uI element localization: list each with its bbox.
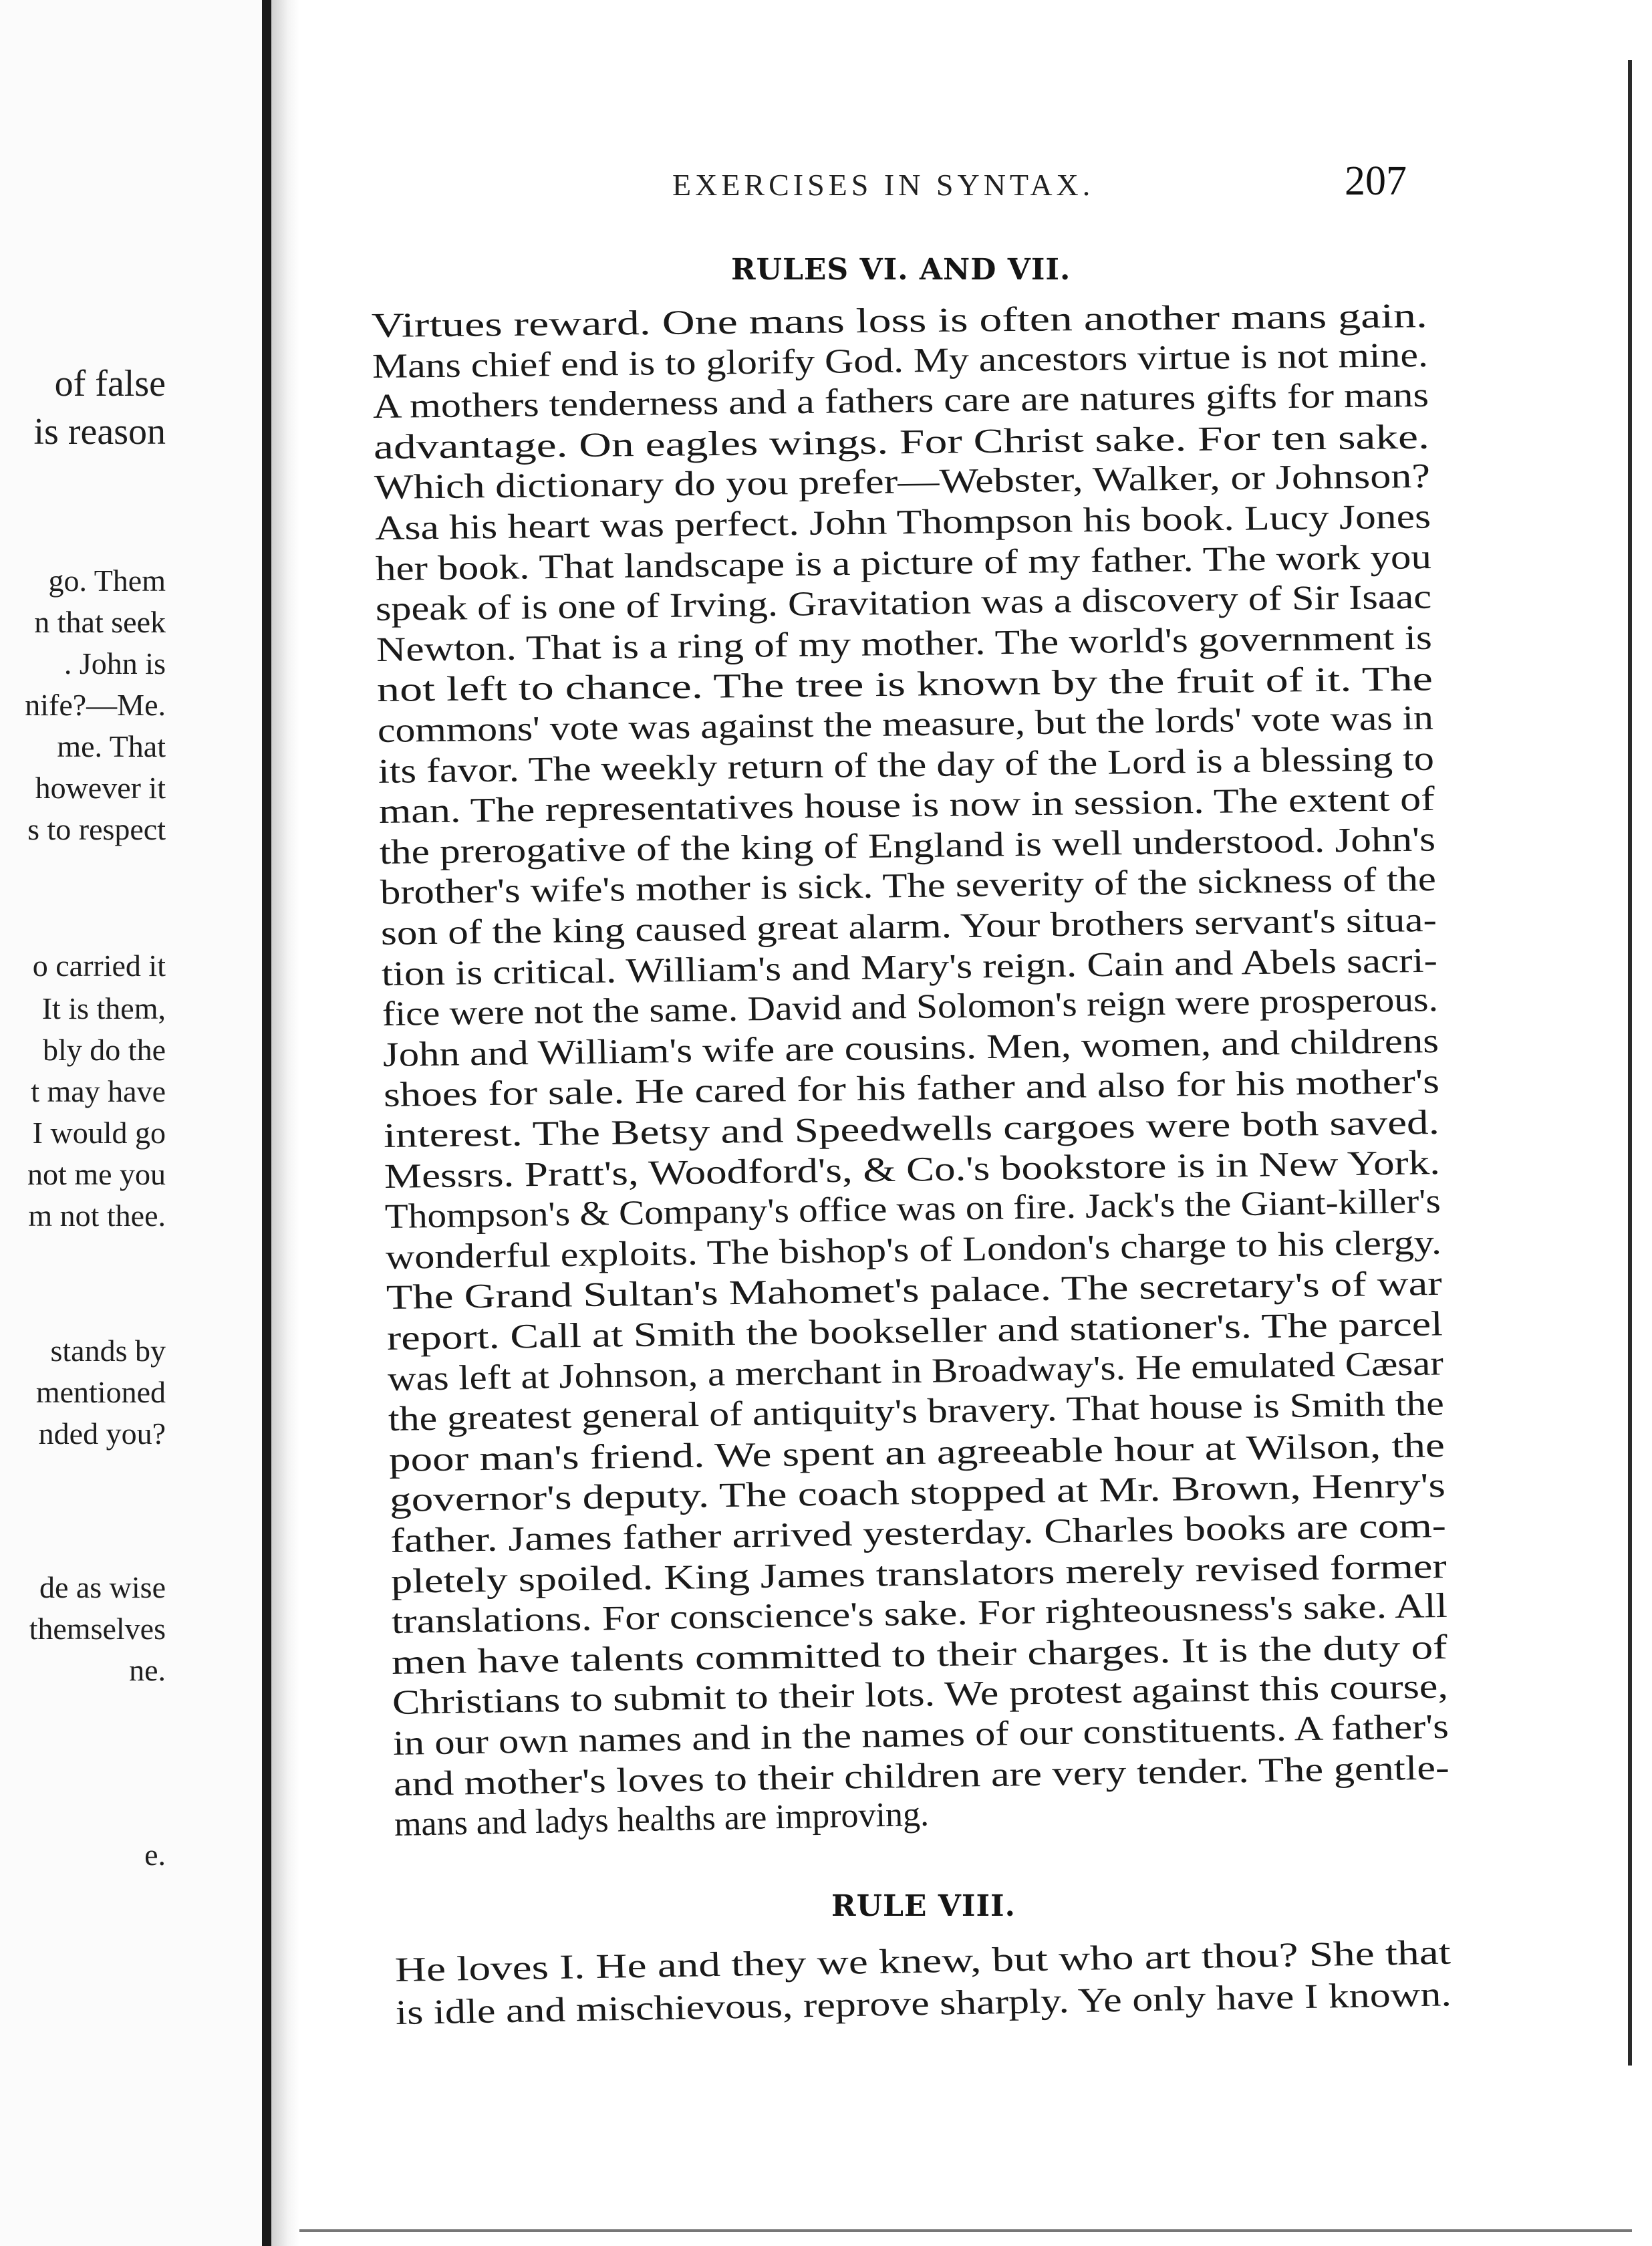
text-line: father. James father arrived yesterday. Charles books are com- (390, 1507, 1447, 1560)
left-page-fragment: n that seek (34, 605, 166, 639)
text-line: was left at Johnson, a merchant in Broadway's. He emulated Cæsar (387, 1344, 1444, 1398)
text-line: Thompson's & Company's office was on fire. Jack's the Giant-killer's (384, 1182, 1441, 1237)
left-facing-page (0, 0, 262, 2246)
text-line: tion is critical. William's and Mary's reign. Cain and Abels sacri- (381, 941, 1438, 993)
text-line: He loves I. He and they we knew, but who art thou? She that (394, 1933, 1452, 1989)
left-page-fragment: however it (35, 771, 166, 805)
left-page-fragment: mentioned (35, 1375, 166, 1409)
text-line: poor man's friend. We spent an agreeable hour at Wilson, the (388, 1426, 1446, 1479)
left-page-fragment: of false (54, 363, 166, 404)
text-line: the prerogative of the king of England is well understood. John's (379, 820, 1436, 872)
left-page-fragment: It is them, (41, 991, 166, 1025)
text-line: Messrs. Pratt's, Woodford's, & Co.'s bookstore is in New York. (384, 1143, 1441, 1196)
text-line: not left to chance. The tree is known by the fruit of it. The (376, 660, 1433, 710)
text-line: John and William's wife are cousins. Men, women, and childrens (382, 1021, 1439, 1074)
text-line: Mans chief end is to glorify God. My ancestors virtue is not mine. (372, 336, 1429, 386)
left-page-fragment: de as wise (39, 1570, 166, 1604)
text-line: its favor. The weekly return of the day of the Lord is a blessing to (378, 739, 1435, 791)
text-line: report. Call at Smith the bookseller and stationer's. The parcel (386, 1305, 1443, 1358)
text-line: A mothers tenderness and a fathers care are natures gifts for mans (372, 376, 1429, 426)
gutter-shadow (271, 0, 299, 2246)
text-line: men have talents committed to their charges. It is the duty of (391, 1628, 1448, 1682)
book-gutter (262, 0, 271, 2246)
text-line: the greatest general of antiquity's bravery. That house is Smith the (388, 1384, 1445, 1439)
text-line: pletely spoiled. King James translators merely revised former (390, 1547, 1447, 1601)
text-line: son of the king caused great alarm. Your brothers servant's situa- (380, 900, 1437, 953)
text-line: Newton. That is a ring of my mother. The world's government is (376, 618, 1433, 669)
left-page-fragment: . John is (63, 646, 166, 680)
text-line: translations. For conscience's sake. For righteousness's sake. All (390, 1587, 1448, 1642)
left-page-fragment: themselves (29, 1612, 166, 1646)
left-page-fragment: stands by (50, 1334, 166, 1368)
text-line: Christians to submit to their lots. We protest against this course, (392, 1667, 1449, 1723)
text-line: Asa his heart was perfect. John Thompson his book. Lucy Jones (374, 497, 1431, 547)
left-page-fragment: me. That (57, 729, 166, 763)
left-page-fragment: e. (144, 1838, 166, 1872)
section-heading: RULES VI. AND VII. (731, 253, 1071, 287)
left-page-fragment: nife?—Me. (25, 688, 166, 722)
left-page-fragment: go. Them (48, 564, 166, 598)
left-page-fragment: ne. (129, 1653, 166, 1687)
left-page-fragment: nded you? (38, 1416, 166, 1451)
text-line: and mother's loves to their children are very tender. The gentle- (393, 1748, 1450, 1803)
left-page-fragment: not me you (27, 1157, 166, 1191)
text-line: advantage. On eagles wings. For Christ sake. For ten sake. (373, 418, 1430, 467)
page-right-edge (1628, 60, 1632, 2066)
left-page-fragment: I would go (32, 1116, 166, 1150)
text-line: her book. That landscape is a picture of my father. The work you (375, 537, 1431, 588)
text-line: commons' vote was against the measure, but the lords' vote was in (377, 699, 1434, 750)
text-line: is idle and mischievous, reprove sharply. Ye only have I known. (395, 1975, 1452, 2032)
text-line: governor's deputy. The coach stopped at Mr. Brown, Henry's (389, 1467, 1446, 1520)
running-head: EXERCISES IN SYNTAX. (672, 168, 1095, 202)
text-line: shoes for sale. He cared for his father and also for his mother's (382, 1062, 1439, 1115)
left-page-fragment: bly do the (43, 1033, 166, 1067)
text-line: fice were not the same. David and Solomon's reign were prosperous. (382, 981, 1438, 1034)
section-heading: RULE VIII. (831, 1889, 1016, 1923)
left-page-fragment: m not thee. (28, 1199, 166, 1233)
text-line: brother's wife's mother is sick. The severity of the sickness of the (380, 860, 1437, 912)
text-line: man. The representatives house is now in session. The extent of (378, 780, 1435, 832)
text-line: Virtues reward. One mans loss is often another mans gain. (371, 297, 1428, 345)
text-line: Which dictionary do you prefer—Webster, Walker, or Johnson? (374, 457, 1431, 507)
text-line: interest. The Betsy and Speedwells cargoes were both saved. (383, 1103, 1440, 1155)
page-number: 207 (1345, 158, 1407, 204)
text-line: in our own names and in the names of our constituents. A father's (392, 1707, 1450, 1763)
text-line: wonderful exploits. The bishop's of London's charge to his clergy. (385, 1223, 1442, 1277)
page-bottom-edge (299, 2229, 1632, 2232)
left-page-fragment: o carried it (32, 949, 166, 983)
left-page-fragment: is reason (33, 411, 166, 453)
text-line: mans and ladys healths are improving. (394, 1795, 930, 1844)
left-page-fragment: s to respect (27, 812, 166, 846)
left-page-fragment: t may have (31, 1074, 166, 1108)
text-line: speak of is one of Irving. Gravitation was a discovery of Sir Isaac (376, 578, 1432, 629)
text-line: The Grand Sultan's Mahomet's palace. The secretary's of war (386, 1265, 1443, 1318)
